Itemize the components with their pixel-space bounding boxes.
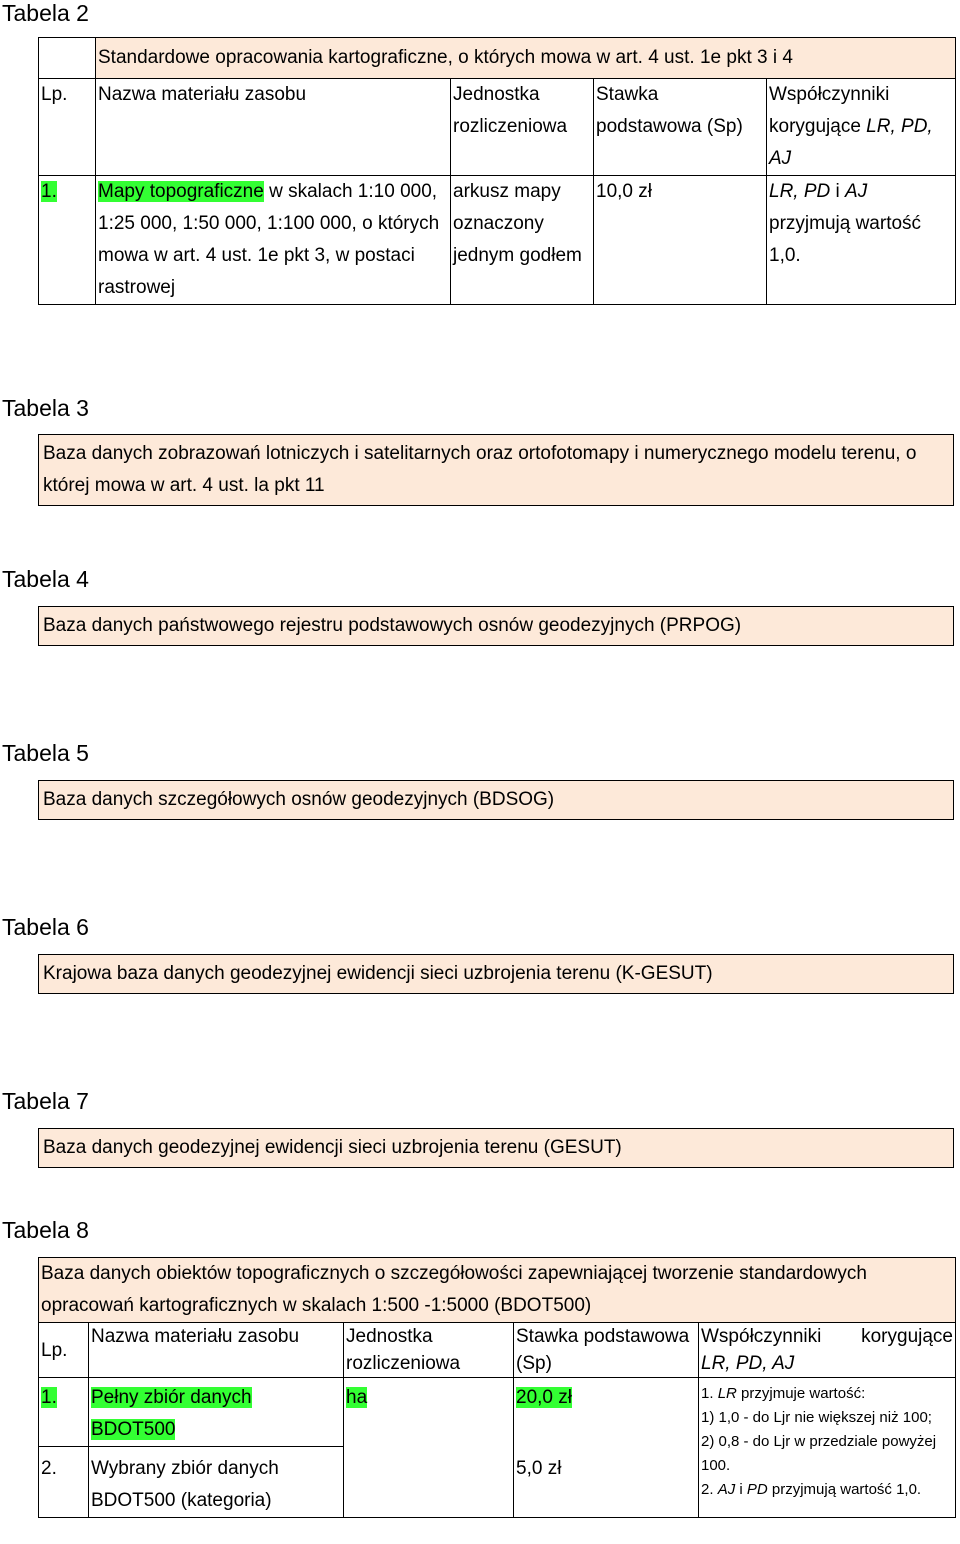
- tabela5-caption: Baza danych szczegółowych osnów geodezyjnych (BDSOG): [38, 780, 954, 820]
- header-jednostka: Jednostka rozliczeniowa: [344, 1323, 514, 1378]
- header-stawka: Stawka podstawowa (Sp): [514, 1323, 699, 1378]
- tabela2-caption: Standardowe opracowania kartograficzne, o których mowa w art. 4 ust. 1e pkt 3 i 4: [96, 38, 956, 79]
- tabela3-title: Tabela 3: [2, 395, 89, 421]
- header-jednostka: Jednostka rozliczeniowa: [451, 79, 594, 176]
- row1-stawka: 20,0 zł: [514, 1378, 699, 1447]
- tabela7-title: Tabela 7: [2, 1088, 89, 1114]
- tabela4-title: Tabela 4: [2, 566, 89, 592]
- row-jednostka: ha: [344, 1378, 514, 1518]
- tabela6-title: Tabela 6: [2, 914, 89, 940]
- header-wspolczynniki: Współczynniki korygujące LR, PD, AJ: [699, 1323, 956, 1378]
- row-nazwa: Mapy topograficzne w skalach 1:10 000, 1:25 000, 1:50 000, 1:100 000, o których mowa w art. 4 ust. 1e pkt 3, w postaci rastrowej: [96, 176, 451, 305]
- header-lp: Lp.: [39, 1323, 89, 1378]
- tabela6-caption: Krajowa baza danych geodezyjnej ewidencji sieci uzbrojenia terenu (K-GESUT): [38, 954, 954, 994]
- tabela8-table: [38, 1257, 956, 1518]
- header-nazwa: Nazwa materiału zasobu: [89, 1323, 344, 1378]
- row1-nazwa: Pełny zbiór danych BDOT500: [89, 1378, 344, 1447]
- row2-nazwa: Wybrany zbiór danych BDOT500 (kategoria): [89, 1447, 344, 1518]
- row-jednostka: arkusz mapy oznaczony jednym godłem: [451, 176, 594, 305]
- row2-stawka: 5,0 zł: [514, 1447, 699, 1518]
- tabela8-caption: Baza danych obiektów topograficznych o szczegółowości zapewniającej tworzenie standardowych opracowań kartograficznych w skalach 1:500 -1:5000 (BDOT500): [39, 1258, 956, 1323]
- tabela5-title: Tabela 5: [2, 740, 89, 766]
- row-stawka: 10,0 zł: [594, 176, 767, 305]
- row-wspolczynniki: 1. LR przyjmuje wartość: 1) 1,0 - do Ljr nie większej niż 100; 2) 0,8 - do Ljr w przedziale powyżej 100. 2. AJ i PD przyjmują wartość 1,0.: [699, 1378, 956, 1518]
- tabela3-caption: Baza danych zobrazowań lotniczych i satelitarnych oraz ortofotomapy i numerycznego modelu terenu, o której mowa w art. 4 ust. la pkt 11: [38, 434, 954, 506]
- tabela2-title: Tabela 2: [2, 0, 89, 26]
- tabela8-title: Tabela 8: [2, 1217, 89, 1243]
- row2-lp: 2.: [39, 1447, 89, 1518]
- header-stawka: Stawka podstawowa (Sp): [594, 79, 767, 176]
- tabela7-caption: Baza danych geodezyjnej ewidencji sieci uzbrojenia terenu (GESUT): [38, 1128, 954, 1168]
- header-nazwa: Nazwa materiału zasobu: [96, 79, 451, 176]
- header-lp: Lp.: [39, 79, 96, 176]
- row-wspolczynniki: LR, PD i AJ przyjmują wartość 1,0.: [767, 176, 956, 305]
- tabela2-table: [38, 37, 956, 305]
- header-wspolczynniki: Współczynniki korygujące LR, PD, AJ: [767, 79, 956, 176]
- tabela4-caption: Baza danych państwowego rejestru podstawowych osnów geodezyjnych (PRPOG): [38, 606, 954, 646]
- row-lp: 1.: [39, 176, 96, 305]
- row1-lp: 1.: [39, 1378, 89, 1447]
